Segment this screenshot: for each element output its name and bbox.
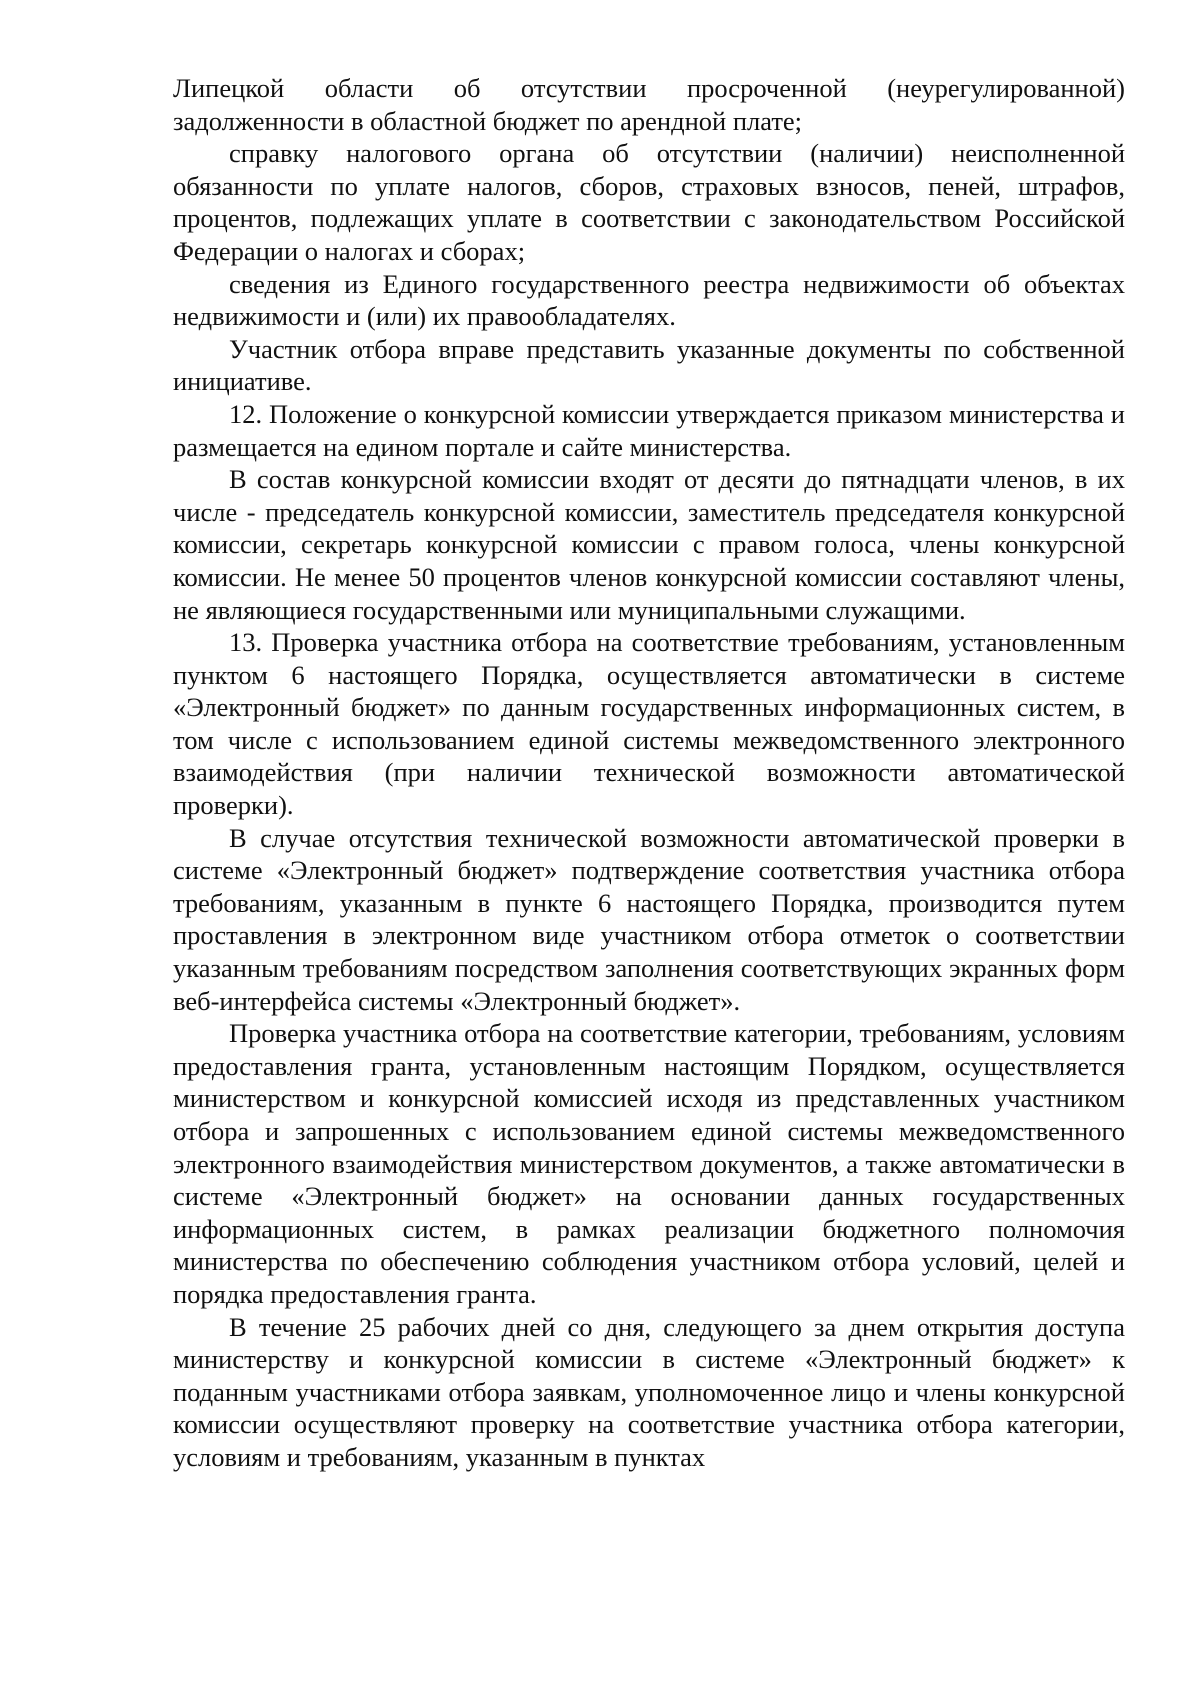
paragraph-25-working-days: В течение 25 рабочих дней со дня, следующего за днем открытия доступа министерству и конкурсной комиссии в системе «Электронный бюджет» к поданным участниками отбора заявкам, уполномоченное лицо и члены конкурсной комиссии осуществляют проверку на соответствие участника отбора категории, условиям и требованиям, указанным в пунктах <box>173 1311 1125 1472</box>
paragraph-item-13: 13. Проверка участника отбора на соответствие требованиям, установленным пунктом 6 настоящего Порядка, осуществляется автоматически в системе «Электронный бюджет» по данным государственных информационных систем, в том числе с использованием единой системы межведомственного электронного взаимодействия (при наличии технической возможности автоматической проверки). <box>173 627 1125 821</box>
paragraph-continuation: Липецкой области об отсутствии просроченной (неурегулированной) задолженности в областной бюджет по арендной плате; <box>173 73 1125 136</box>
paragraph-commission-composition: В состав конкурсной комиссии входят от десяти до пятнадцати членов, в их числе - председатель конкурсной комиссии, заместитель председателя конкурсной комиссии, секретарь конкурсной комиссии с правом голоса, члены конкурсной комиссии. Не менее 50 процентов членов конкурсной комиссии составляют члены, не являющиеся государственными или муниципальными служащими. <box>173 464 1125 625</box>
paragraph-own-initiative: Участник отбора вправе представить указанные документы по собственной инициативе. <box>173 333 1125 397</box>
paragraph-no-technical-possibility: В случае отсутствия технической возможности автоматической проверки в системе «Электронный бюджет» подтверждение соответствия участника отбора требованиям, указанным в пункте 6 настоящего Порядка, производится путем проставления в электронном виде участником отбора отметок о соответствии указанным требованиям посредством заполнения соответствующих экранных форм веб-интерфейса системы «Электронный бюджет». <box>173 822 1125 1016</box>
paragraph-tax-certificate: справку налогового органа об отсутствии (наличии) неисполненной обязанности по уплате налогов, сборов, страховых взносов, пеней, штрафов, процентов, подлежащих уплате в соответствии с законодательством Российской Федерации о налогах и сборах; <box>173 138 1125 266</box>
paragraph-real-estate-registry: сведения из Единого государственного реестра недвижимости об объектах недвижимости и (или) их правообладателях. <box>173 268 1125 332</box>
paragraph-item-12: 12. Положение о конкурсной комиссии утверждается приказом министерства и размещается на едином портале и сайте министерства. <box>173 398 1125 462</box>
paragraph-verification: Проверка участника отбора на соответствие категории, требованиям, условиям предоставления гранта, установленным настоящим Порядком, осуществляется министерством и конкурсной комиссией исходя из представленных участником отбора и запрошенных с использованием единой системы межведомственного электронного взаимодействия министерством документов, а также автоматически в системе «Электронный бюджет» на основании данных государственных информационных систем, в рамках реализации бюджетного полномочия министерства по обеспечению соблюдения участником отбора условий, целей и порядка предоставления гранта. <box>173 1018 1125 1309</box>
document-page <box>173 72 1125 1474</box>
